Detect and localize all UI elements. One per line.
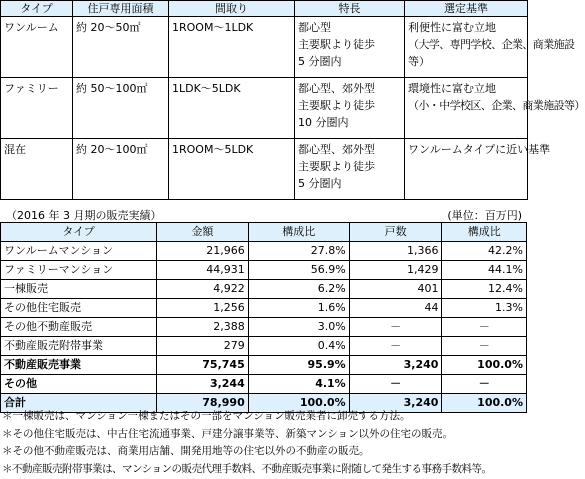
- sales-row: [1, 261, 527, 280]
- header-ratio: 構成比: [248, 223, 349, 242]
- cell-unit-ratio: －: [442, 375, 527, 394]
- cell-type: その他不動産販売: [1, 318, 157, 337]
- sales-subtotal-row: [1, 356, 527, 375]
- cell-unit-ratio: 100.0%: [442, 394, 527, 413]
- cell-amount: 2,388: [157, 318, 249, 337]
- cell-layout: 1ROOM～5LDK: [169, 139, 295, 200]
- header-layout: 間取り: [169, 1, 295, 17]
- cell-layout: 1LDK～5LDK: [169, 78, 295, 139]
- cell-amount: 44,931: [157, 261, 249, 280]
- footnotes: [2, 408, 492, 478]
- cell-features: [295, 139, 405, 200]
- criteria-line: （小・中学校区、企業、商業施設等）: [408, 99, 585, 112]
- cell-units: －: [349, 337, 442, 356]
- feature-line: 都心型、郊外型: [298, 143, 375, 156]
- cell-units: 401: [349, 280, 442, 299]
- cell-area: 約 20～50㎡: [73, 17, 169, 78]
- header-units: 戸数: [349, 223, 442, 242]
- cell-unit-ratio: 12.4%: [442, 280, 527, 299]
- sales-row: [1, 299, 527, 318]
- cell-type: ワンルームマンション: [1, 242, 157, 261]
- sales-row: [1, 242, 527, 261]
- header-type: タイプ: [1, 1, 73, 17]
- cell-units: 3,240: [349, 356, 442, 375]
- header-unit-ratio: 構成比: [442, 223, 527, 242]
- sales-caption: （2016 年 3 月期の販売実績）: [6, 209, 162, 222]
- cell-type: ファミリー: [1, 78, 73, 139]
- cell-criteria: [405, 78, 585, 139]
- cell-ratio: 56.9%: [248, 261, 349, 280]
- cell-ratio: 4.1%: [248, 375, 349, 394]
- cell-type: ワンルーム: [1, 17, 73, 78]
- cell-amount: 4,922: [157, 280, 249, 299]
- cell-units: 1,366: [349, 242, 442, 261]
- cell-units: 44: [349, 299, 442, 318]
- header-features: 特長: [295, 1, 405, 17]
- footnote: ＊不動産販売附帯事業は、マンションの販売代理手数料、不動産販売事業に附随して発生する事務手数料等。: [2, 462, 492, 475]
- cell-type: その他: [1, 375, 157, 394]
- cell-type: 混在: [1, 139, 73, 200]
- cell-criteria: [405, 139, 551, 200]
- criteria-row: [1, 78, 528, 139]
- criteria-line: 等）: [408, 55, 430, 68]
- cell-amount: 75,745: [157, 356, 249, 375]
- sales-results-table: [0, 222, 527, 413]
- cell-area: 約 20～100㎡: [73, 139, 169, 200]
- feature-line: 都心型、郊外型: [298, 82, 375, 95]
- cell-unit-ratio: －: [442, 318, 527, 337]
- sales-row: [1, 280, 527, 299]
- cell-ratio: 6.2%: [248, 280, 349, 299]
- header-area: 住戸専用面積: [73, 1, 169, 17]
- footnote: ＊その他住宅販売は、中古住宅流通事業、戸建分譲事業等、新築マンション以外の住宅の販売。: [2, 427, 454, 440]
- feature-line: 都心型: [298, 21, 331, 34]
- footnote: ＊一棟販売は、マンション一棟またはその一部をマンション販売業者に卸売する方法。: [2, 410, 411, 422]
- header-criteria: 選定基準: [405, 1, 528, 17]
- cell-type: 不動産販売附帯事業: [1, 337, 157, 356]
- feature-line: 主要駅より徒歩: [298, 99, 375, 112]
- criteria-row: [1, 17, 528, 78]
- cell-units: 3,240: [349, 394, 442, 413]
- criteria-line: （大学、専門学校、企業、商業施設: [408, 38, 575, 51]
- cell-amount: 78,990: [157, 394, 249, 413]
- selection-criteria-table: [0, 0, 585, 200]
- cell-ratio: 100.0%: [248, 394, 349, 413]
- cell-area: 約 50～100㎡: [73, 78, 169, 139]
- header-type: タイプ: [1, 223, 157, 242]
- cell-type: 不動産販売事業: [1, 356, 157, 375]
- cell-unit-ratio: 44.1%: [442, 261, 527, 280]
- feature-line: 10 分圏内: [298, 116, 349, 129]
- cell-unit-ratio: －: [442, 337, 527, 356]
- cell-units: －: [349, 375, 442, 394]
- cell-features: [295, 17, 405, 78]
- cell-units: 1,429: [349, 261, 442, 280]
- header-amount: 金額: [157, 223, 249, 242]
- cell-amount: 1,256: [157, 299, 249, 318]
- cell-type: 一棟販売: [1, 280, 157, 299]
- cell-amount: 3,244: [157, 375, 249, 394]
- footnote: ＊その他不動産販売は、商業用店舗、開発用地等の住宅以外の不動産の販売。: [2, 445, 370, 457]
- cell-units: －: [349, 318, 442, 337]
- criteria-line: 環境性に富む立地: [408, 82, 496, 95]
- cell-unit-ratio: 100.0%: [442, 356, 527, 375]
- cell-layout: 1ROOM～1LDK: [169, 17, 295, 78]
- cell-amount: 21,966: [157, 242, 249, 261]
- cell-unit-ratio: 42.2%: [442, 242, 527, 261]
- cell-type: ファミリーマンション: [1, 261, 157, 280]
- sales-row: [1, 318, 527, 337]
- feature-line: 主要駅より徒歩: [298, 160, 375, 173]
- criteria-line: 利便性に富む立地: [408, 21, 496, 34]
- criteria-header-row: [1, 1, 528, 17]
- criteria-row: [1, 139, 528, 200]
- cell-type: その他住宅販売: [1, 299, 157, 318]
- sales-header-row: [1, 223, 527, 242]
- cell-ratio: 3.0%: [248, 318, 349, 337]
- sales-unit: (単位：百万円): [447, 209, 522, 222]
- cell-ratio: 27.8%: [248, 242, 349, 261]
- cell-type: 合計: [1, 394, 157, 413]
- cell-ratio: 0.4%: [248, 337, 349, 356]
- feature-line: 5 分圏内: [298, 177, 342, 190]
- feature-line: 5 分圏内: [298, 55, 342, 68]
- sales-row: [1, 337, 527, 356]
- cell-criteria: [405, 17, 575, 78]
- cell-ratio: 95.9%: [248, 356, 349, 375]
- criteria-line: ワンルームタイプに近い基準: [408, 143, 551, 156]
- feature-line: 主要駅より徒歩: [298, 38, 375, 51]
- cell-amount: 279: [157, 337, 249, 356]
- cell-unit-ratio: 1.3%: [442, 299, 527, 318]
- cell-features: [295, 78, 405, 139]
- sales-other-row: [1, 375, 527, 394]
- cell-ratio: 1.6%: [248, 299, 349, 318]
